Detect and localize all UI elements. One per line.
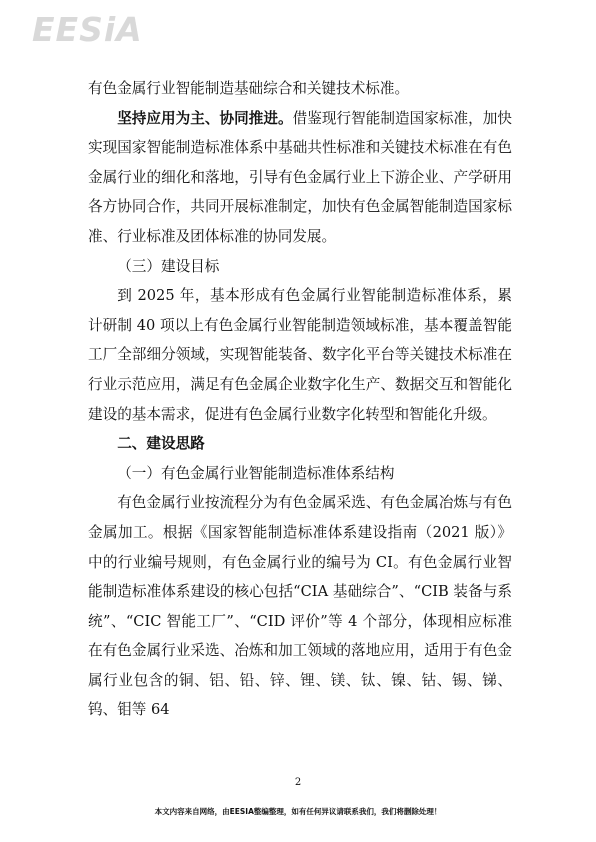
paragraph-continuation: 有色金属行业智能制造基础综合和关键技术标准。 (88, 80, 410, 97)
paragraph-principle (88, 104, 512, 252)
paragraph-structure: 有色金属行业按流程分为有色金属采选、有色金属冶炼与有色金属加工。根据《国家智能制造标准体系建设指南（2021 版）》中的行业编号规则，有色金属行业的编号为 CI。有色金属行业智能制造标准体系建设的核心包括“CIA 基础综合”、“CIB 装备与系统”、“CIC 智能工厂”、“CID 评价”等 4 个部分，体现相应标准在有色金属行业采选、冶炼和加工领域的落地应用，适用于有色金属行业包含的铜、铝、铅、锌、锂、镁、钛、镍、钴、锡、锑、钨、钼等 64 (88, 494, 512, 719)
document-body (88, 74, 512, 725)
principle-text: 借鉴现行智能制造国家标准，加快实现国家智能制造标准体系中基础共性标准和关键技术标准在有色金属行业的细化和落地，引导有色金属行业上下游企业、产学研用各方协同合作，共同开展标准制定，加快有色金属智能制造国家标准、行业标准及团体标准的协同发展。 (88, 109, 512, 245)
section-heading: 二、建设思路 (117, 435, 205, 453)
principle-lead: 坚持应用为主、协同推进。 (117, 109, 293, 127)
eesia-watermark-logo: EESiA (32, 10, 143, 49)
subheading-structure: （一）有色金属行业智能制造标准体系结构 (117, 464, 395, 482)
footer-disclaimer: 本文内容来自网络，由EESIA整编整理，如有任何异议请联系我们，我们将删除处理！ (154, 807, 442, 816)
subheading-goals: （三）建设目标 (117, 257, 220, 275)
paragraph-goals: 到 2025 年，基本形成有色金属行业智能制造标准体系，累计研制 40 项以上有色金属行业智能制造领域标准，基本覆盖智能工厂全部细分领域，实现智能装备、数字化平台等关键技术标准在行业示范应用，满足有色金属企业数字化生产、数据交互和智能化建设的基本需求，促进有色金属行业数字化转型和智能化升级。 (88, 287, 512, 423)
page-number: 2 (294, 777, 302, 788)
